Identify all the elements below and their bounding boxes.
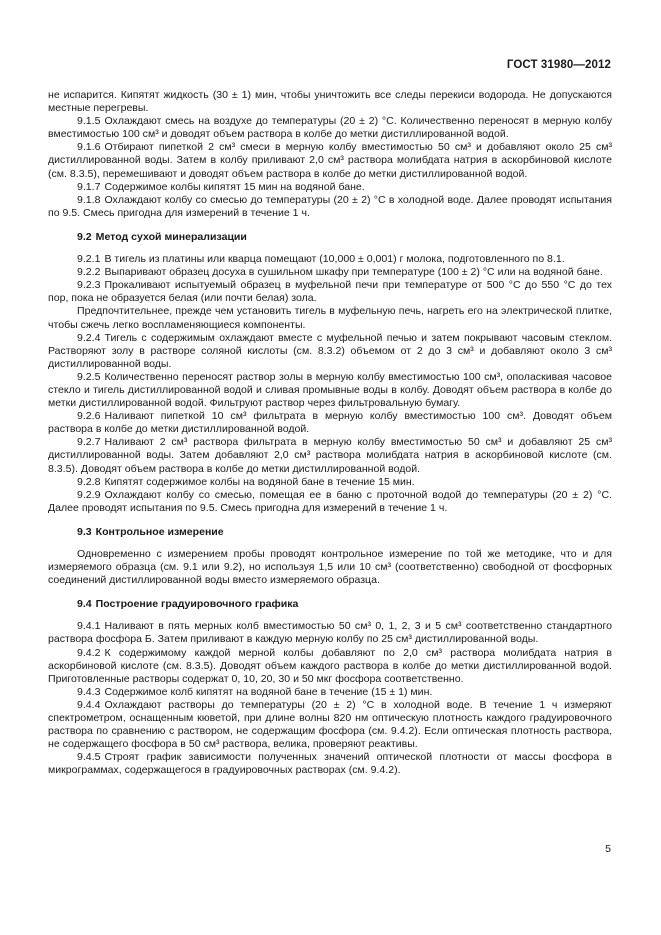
paragraph	[48, 332, 612, 371]
paragraph	[48, 620, 612, 646]
paragraph-text: В тигель из платины или кварца помещают (10,000 ± 0,001) г молока, подготовленного по 8.1.	[104, 253, 565, 266]
paragraph-text: Прокаливают испытуемый образец в муфельной печи при температуре от 500 °С до 550 °С до тех пор, пока не образуется белая (или почти белая) зола.	[48, 279, 612, 305]
clause-number: 9.2.8	[77, 475, 101, 488]
page-number: 5	[605, 843, 611, 855]
paragraph-text: Наливают в пять мерных колб вместимостью 50 см³ 0, 1, 2, 3 и 5 см³ соответственно стандартного раствора фосфора Б. Затем приливают в каждую мерную колбу по 25 см³ дистиллированной воды.	[48, 620, 612, 646]
clause-number: 9.2.1	[77, 253, 101, 266]
clause-number: 9.2.6	[77, 410, 101, 423]
clause-number: 9.1.7	[77, 180, 101, 193]
document-code-header: ГОСТ 31980—2012	[506, 59, 611, 71]
paragraph-text: Выпаривают образец досуха в сушильном шкафу при температуре (100 ± 2) °С или на водяной бане.	[104, 266, 603, 279]
paragraph	[48, 181, 612, 194]
clause-number: 9.2.9	[77, 488, 101, 501]
clause-number: 9.1.8	[77, 193, 101, 206]
clause-number: 9.4.2	[77, 646, 101, 659]
paragraph	[48, 548, 612, 587]
paragraph	[48, 436, 612, 475]
paragraph-text: Охлаждают колбу со смесью до температуры (20 ± 2) °С в холодной воде. Далее проводят испытания по 9.5. Смесь пригодна для измерений в течение 1 ч.	[48, 193, 612, 219]
clause-number: 9.2.4	[77, 331, 101, 344]
section-heading	[48, 526, 612, 539]
paragraph-text: Охлаждают колбу со смесью, помещая ее в баню с проточной водой до температуры (20 ± 2) °С. Далее проводят испытания по 9.5. Смесь пригодна для измерений в течение 1 ч.	[48, 488, 612, 514]
paragraph	[48, 89, 612, 115]
section-title: Контрольное измерение	[95, 525, 224, 538]
clause-number: 9.2.3	[77, 279, 101, 292]
paragraph	[48, 647, 612, 686]
paragraph	[48, 266, 612, 279]
paragraph-text: Отбирают пипеткой 2 см³ смеси в мерную колбу вместимостью 50 см³ и добавляют около 25 см³ дистиллированной воды. Затем в колбу приливают 2,0 см³ раствора молибдата натрия в аскорбиновой кислоте (см. 8.3.5), перемешивают и доводят объем раствора в колбе до метки дистиллированной водой.	[48, 141, 612, 180]
paragraph-text: Строят график зависимости полученных значений оптической плотности от массы фосфора в микрограммах, содержащегося в градуировочных растворах (см. 9.4.2).	[48, 751, 612, 777]
clause-number: 9.4.4	[77, 698, 101, 711]
paragraph-text: Тигель с содержимым охлаждают вместе с муфельной печью и затем покрывают часовым стеклом. Растворяют золу в растворе соляной кислоты (см. 8.3.2) объемом от 2 до 3 см³ и добавляют около 3 см³ дистиллированной воды.	[48, 331, 612, 370]
clause-number: 9.1.5	[77, 115, 101, 128]
document-body	[48, 89, 612, 778]
section-heading	[48, 231, 612, 244]
paragraph	[48, 279, 612, 305]
section-number: 9.2	[77, 230, 92, 243]
paragraph-text: не испарится. Кипятят жидкость (30 ± 1) мин, чтобы уничтожить все следы перекиси водорода. Не допускаются местные перегревы.	[48, 89, 612, 115]
clause-number: 9.2.5	[77, 370, 101, 383]
paragraph-text: Предпочтительнее, прежде чем установить тигель в муфельную печь, нагреть его на электрической плитке, чтобы сжечь легко воспламеняющиеся компоненты.	[48, 305, 612, 331]
clause-number: 9.4.3	[77, 685, 101, 698]
section-number: 9.3	[77, 525, 92, 538]
paragraph-text: К содержимому каждой мерной колбы добавляют по 2,0 см³ раствора молибдата натрия в аскорбиновой кислоте (см. 8.3.5). Доводят объем каждого раствора в колбе до метки дистиллированной водой. Приготовленные растворы содержат 0, 10, 20, 30 и 50 мкг фосфора соответственно.	[48, 646, 612, 685]
paragraph-text: Охлаждают смесь на воздухе до температуры (20 ± 2) °С. Количественно переносят в мерную колбу вместимостью 100 см³ и доводят объем раствора в колбе до метки дистиллированной водой.	[48, 115, 612, 141]
paragraph	[48, 141, 612, 180]
paragraph	[48, 305, 612, 331]
section-title: Метод сухой минерализации	[95, 230, 247, 243]
section-heading	[48, 598, 612, 611]
paragraph-text: Количественно переносят раствор золы в мерную колбу вместимостью 100 см³, ополаскивая часовое стекло и тигель дистиллированной водой и сливая промывные воды в колбу. Доводят объем раствора в колбе до метки дистиллированной водой. Фильтруют раствор через фильтровальную бумагу.	[48, 370, 612, 410]
paragraph	[48, 194, 612, 220]
paragraph-text: Наливают 2 см³ раствора фильтрата в мерную колбу вместимостью 50 см³ и добавляют 25 см³ дистиллированной воды. Затем добавляют 2,0 см³ раствора молибдата натрия в аскорбиновой кислоте (см. 8.3.5). Доводят объем раствора в колбе до метки дистиллированной водой.	[48, 436, 612, 475]
paragraph-text: Содержимое колб кипятят на водяной бане в течение (15 ± 1) мин.	[104, 685, 433, 698]
paragraph-text: Охлаждают растворы до температуры (20 ± 2) °С в холодной воде. В течение 1 ч измеряют спектрометром, оснащенным кюветой, при длине волны 820 нм оптическую плотность каждого градуировочного раствора по сравнению с раствором, не содержащим фосфора (см. 9.4.2). Если оптическая плотность раствора, не содержащего фосфора в 50 см³ раствора, велика, проверяют реактивы.	[48, 698, 612, 751]
section-number: 9.4	[77, 598, 92, 611]
clause-number: 9.2.7	[77, 436, 101, 449]
paragraph	[48, 115, 612, 141]
paragraph	[48, 253, 612, 266]
paragraph-text: Наливают пипеткой 10 см³ фильтрата в мерную колбу вместимостью 100 см³. Доводят объем раствора в колбе до метки дистиллированной водой.	[48, 410, 612, 436]
paragraph	[48, 476, 612, 489]
clause-number: 9.4.1	[77, 620, 101, 633]
paragraph-text: Одновременно с измерением пробы проводят контрольное измерение по той же методике, что и для измеряемого образца (см. 9.1 или 9.2), но используя 1,5 или 10 см³ (соответственно) свободной от фосфорных соединений дистиллированной воды вместо измеряемого образца.	[48, 548, 612, 587]
paragraph	[48, 686, 612, 699]
paragraph	[48, 699, 612, 751]
clause-number: 9.4.5	[77, 751, 101, 764]
paragraph	[48, 410, 612, 436]
section-title: Построение градуировочного графика	[95, 598, 299, 611]
paragraph	[48, 489, 612, 515]
clause-number: 9.1.6	[77, 141, 101, 154]
paragraph	[48, 751, 612, 777]
paragraph-text: Кипятят содержимое колбы на водяной бане в течение 15 мин.	[104, 475, 415, 488]
paragraph	[48, 371, 612, 410]
clause-number: 9.2.2	[77, 266, 101, 279]
paragraph-text: Содержимое колбы кипятят 15 мин на водяной бане.	[104, 180, 365, 193]
